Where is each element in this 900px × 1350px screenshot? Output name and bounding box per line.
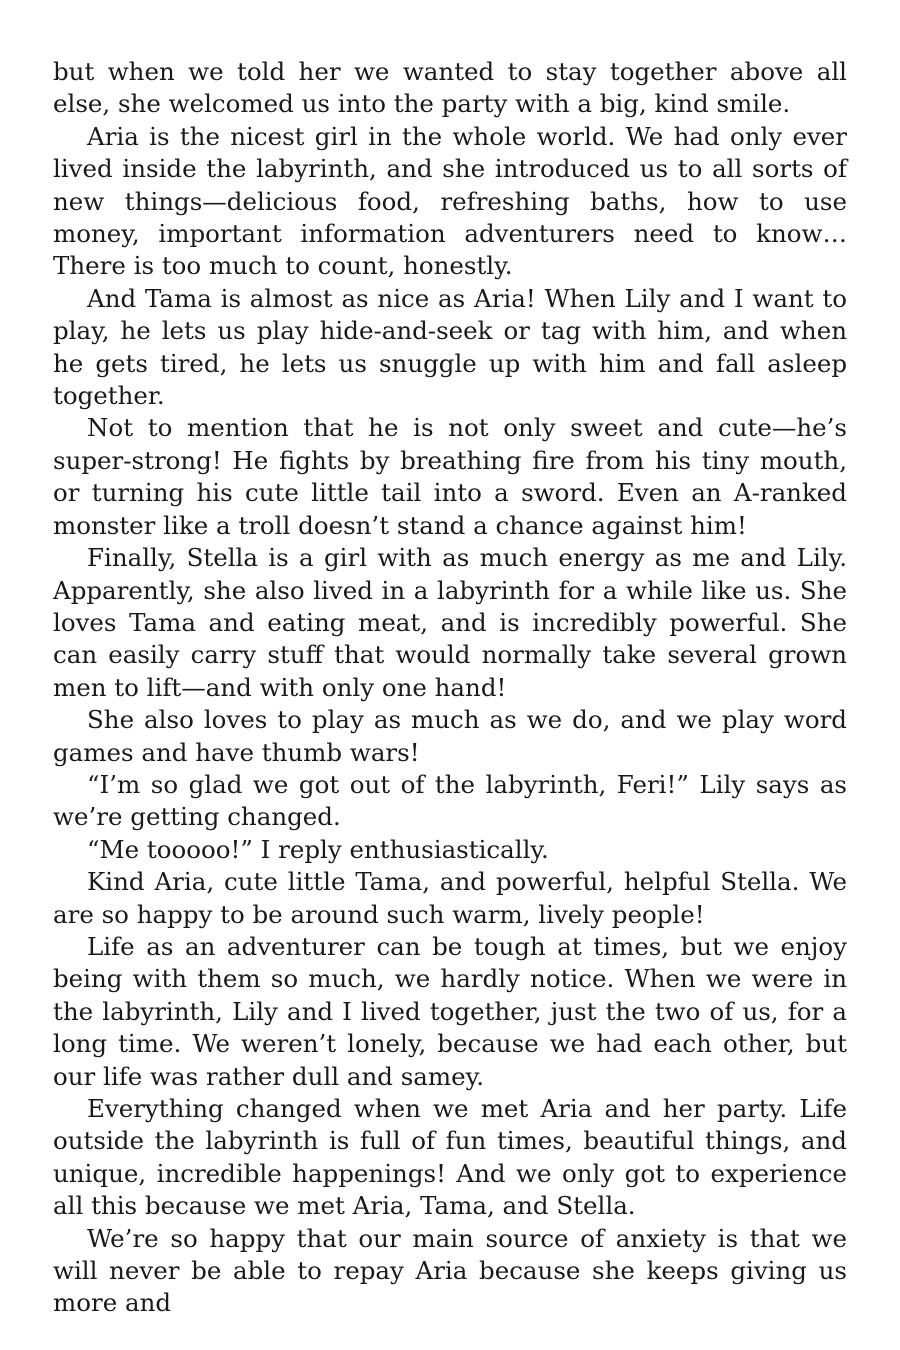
paragraph-9: Kind Aria, cute little Tama, and powerful, helpful Stella. We are so happy to be around such warm, lively people! bbox=[53, 867, 847, 929]
paragraph-1: but when we told her we wanted to stay together above all else, she welcomed us into the party with a big, kind smile. bbox=[53, 57, 847, 119]
paragraph-10: Life as an adventurer can be tough at times, but we enjoy being with them so much, we hardly notice. When we were in the labyrinth, Lily and I lived together, just the two of us, for a long time. We weren’t lonely, because we had each other, but our life was rather dull and samey. bbox=[53, 931, 847, 1091]
paragraph-12: We’re so happy that our main source of anxiety is that we will never be able to repay Aria because she keeps giving us more and bbox=[53, 1223, 847, 1318]
paragraph-7: “I’m so glad we got out of the labyrinth, Feri!” Lily says as we’re getting changed. bbox=[53, 769, 847, 832]
paragraph-4: Not to mention that he is not only sweet and cute—he’s super-strong! He fights by breathing fire from his tiny mouth, or turning his cute little tail into a sword. Even an A-ranked monster like a troll doesn’t stand a chance against him! bbox=[53, 413, 847, 540]
paragraph-2: Aria is the nicest girl in the whole world. We had only ever lived inside the labyrinth, and she introduced us to all sorts of new things—delicious food, refreshing baths, how to use money, important information adventurers need to know… There is too much to count, honestly. bbox=[53, 121, 847, 281]
page-body bbox=[53, 56, 847, 1320]
paragraph-8: “Me tooooo!” I reply enthusiastically. bbox=[87, 834, 549, 864]
paragraph-11: Everything changed when we met Aria and her party. Life outside the labyrinth is full of fun times, beautiful things, and unique, incredible happenings! And we only got to experience all this because we met Aria, Tama, and Stella. bbox=[53, 1094, 847, 1221]
paragraph-6: She also loves to play as much as we do, and we play word games and have thumb wars! bbox=[53, 705, 847, 767]
paragraph-5: Finally, Stella is a girl with as much energy as me and Lily. Apparently, she also lived in a labyrinth for a while like us. She loves Tama and eating meat, and is incredibly powerful. She can easily carry stuff that would normally take several grown men to lift—and with only one hand! bbox=[53, 543, 847, 702]
paragraph-3: And Tama is almost as nice as Aria! When Lily and I want to play, he lets us play hide-and-seek or tag with him, and when he gets tired, he lets us snuggle up with him and fall asleep together. bbox=[53, 283, 847, 411]
